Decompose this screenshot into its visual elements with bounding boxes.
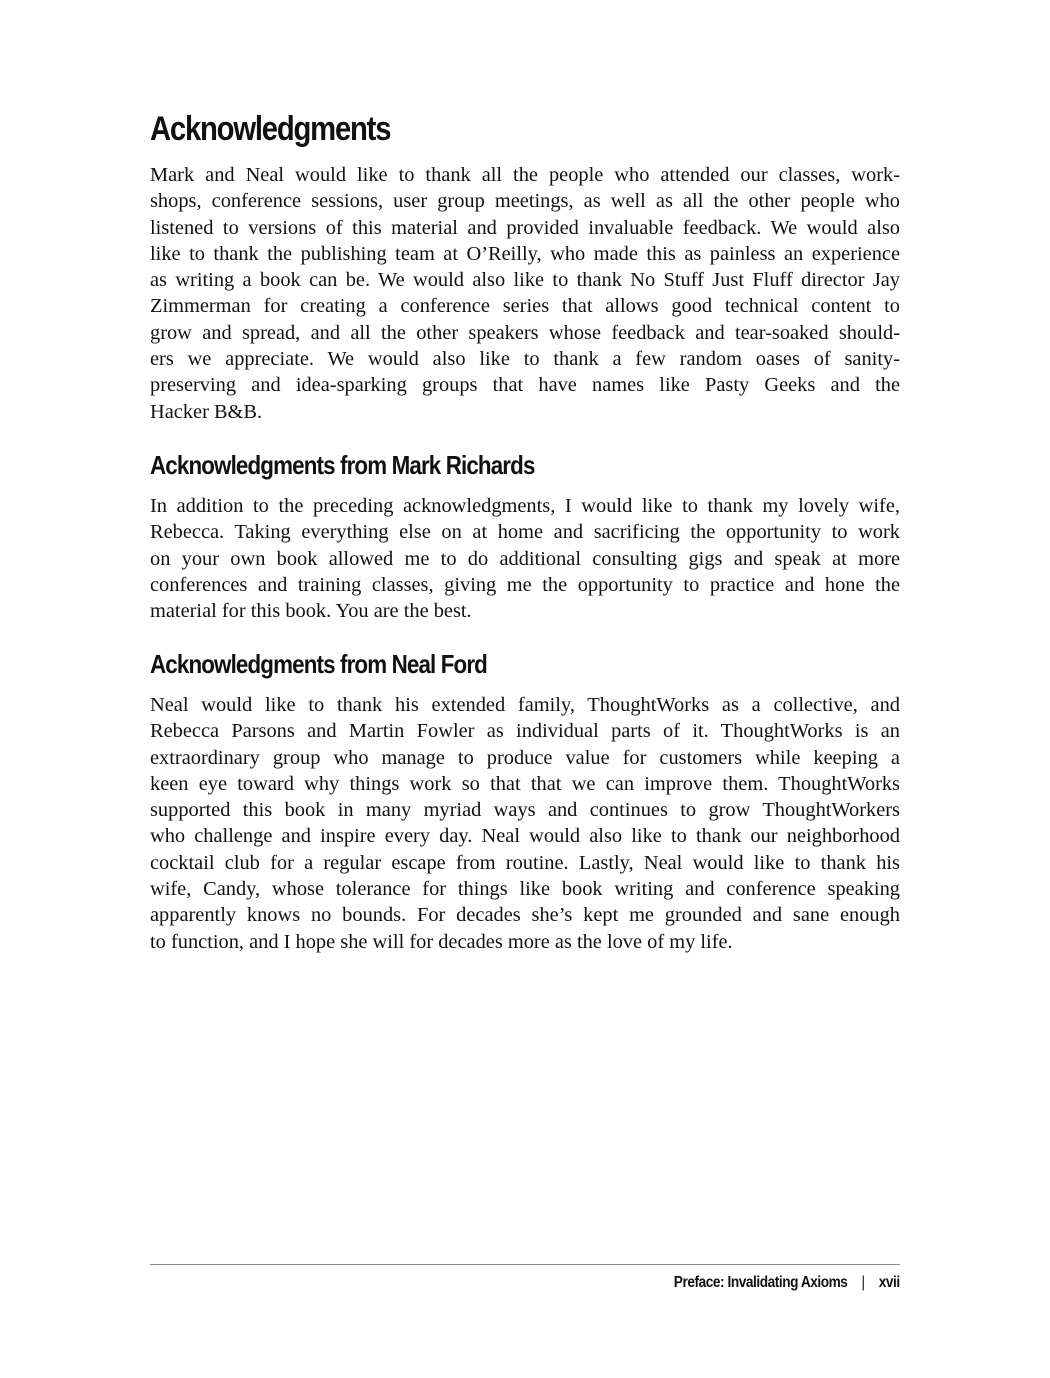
text-line: In addition to the preceding acknowledgments, I would like to thank my lovely wife, xyxy=(150,495,900,517)
footer-page-number: xvii xyxy=(879,1274,900,1291)
text-line: ers we appreciate. We would also like to thank a few random oases of sanity- xyxy=(150,348,900,371)
text-line: on your own book allowed me to do additional consulting gigs and speak at more xyxy=(150,547,900,570)
text-line: conferences and training classes, giving me the opportunity to practice and hone the xyxy=(150,573,900,596)
text-line: extraordinary group who manage to produce value for customers while keeping a xyxy=(150,746,900,769)
text-line: material for this book. You are the best. xyxy=(150,600,472,623)
footer-rule xyxy=(150,1264,900,1265)
text-line: to function, and I hope she will for decades more as the love of my life. xyxy=(150,930,733,953)
text-line: grow and spread, and all the other speakers whose feedback and tear-soaked should- xyxy=(150,321,900,344)
text-line: Neal would like to thank his extended family, ThoughtWorks as a collective, and xyxy=(150,694,900,716)
text-line: keen eye toward why things work so that that we can improve them. ThoughtWorks xyxy=(150,772,900,795)
mark-richards-heading: Acknowledgments from Mark Richards xyxy=(150,450,535,480)
text-line: Zimmerman for creating a conference series that allows good technical content to xyxy=(150,295,900,318)
acknowledgments-paragraph xyxy=(150,162,900,425)
text-line: preserving and idea-sparking groups that have names like Pasty Geeks and the xyxy=(150,374,900,397)
section-heading: Acknowledgments xyxy=(150,110,391,148)
text-line: wife, Candy, whose tolerance for things like book writing and conference speaking xyxy=(150,878,900,901)
footer-separator: | xyxy=(861,1274,865,1291)
text-line: apparently knows no bounds. For decades she’s kept me grounded and sane enough xyxy=(150,904,900,927)
text-line: like to thank the publishing team at O’Reilly, who made this as painless an experience xyxy=(150,242,900,265)
text-line: supported this book in many myriad ways and continues to grow ThoughtWorkers xyxy=(150,799,900,822)
neal-ford-heading: Acknowledgments from Neal Ford xyxy=(150,649,487,679)
text-line: Mark and Neal would like to thank all the people who attended our classes, work- xyxy=(150,164,900,186)
page-footer xyxy=(674,1271,900,1295)
text-line: as writing a book can be. We would also like to thank No Stuff Just Fluff director Jay xyxy=(150,269,900,292)
neal-ford-paragraph xyxy=(150,692,900,955)
text-line: listened to versions of this material and provided invaluable feedback. We would also xyxy=(150,216,900,239)
text-line: cocktail club for a regular escape from routine. Lastly, Neal would like to thank his xyxy=(150,851,900,874)
text-line: Hacker B&B. xyxy=(150,400,263,423)
mark-richards-paragraph xyxy=(150,493,900,624)
text-line: Rebecca. Taking everything else on at home and sacrificing the opportunity to work xyxy=(150,521,900,544)
text-line: shops, conference sessions, user group meetings, as well as all the other people who xyxy=(150,190,900,213)
text-line: Rebecca Parsons and Martin Fowler as individual parts of it. ThoughtWorks is an xyxy=(150,720,900,743)
footer-chapter-title: Preface: Invalidating Axioms xyxy=(674,1274,848,1291)
page xyxy=(150,0,900,1378)
text-line: who challenge and inspire every day. Neal would also like to thank our neighborhood xyxy=(150,825,900,848)
